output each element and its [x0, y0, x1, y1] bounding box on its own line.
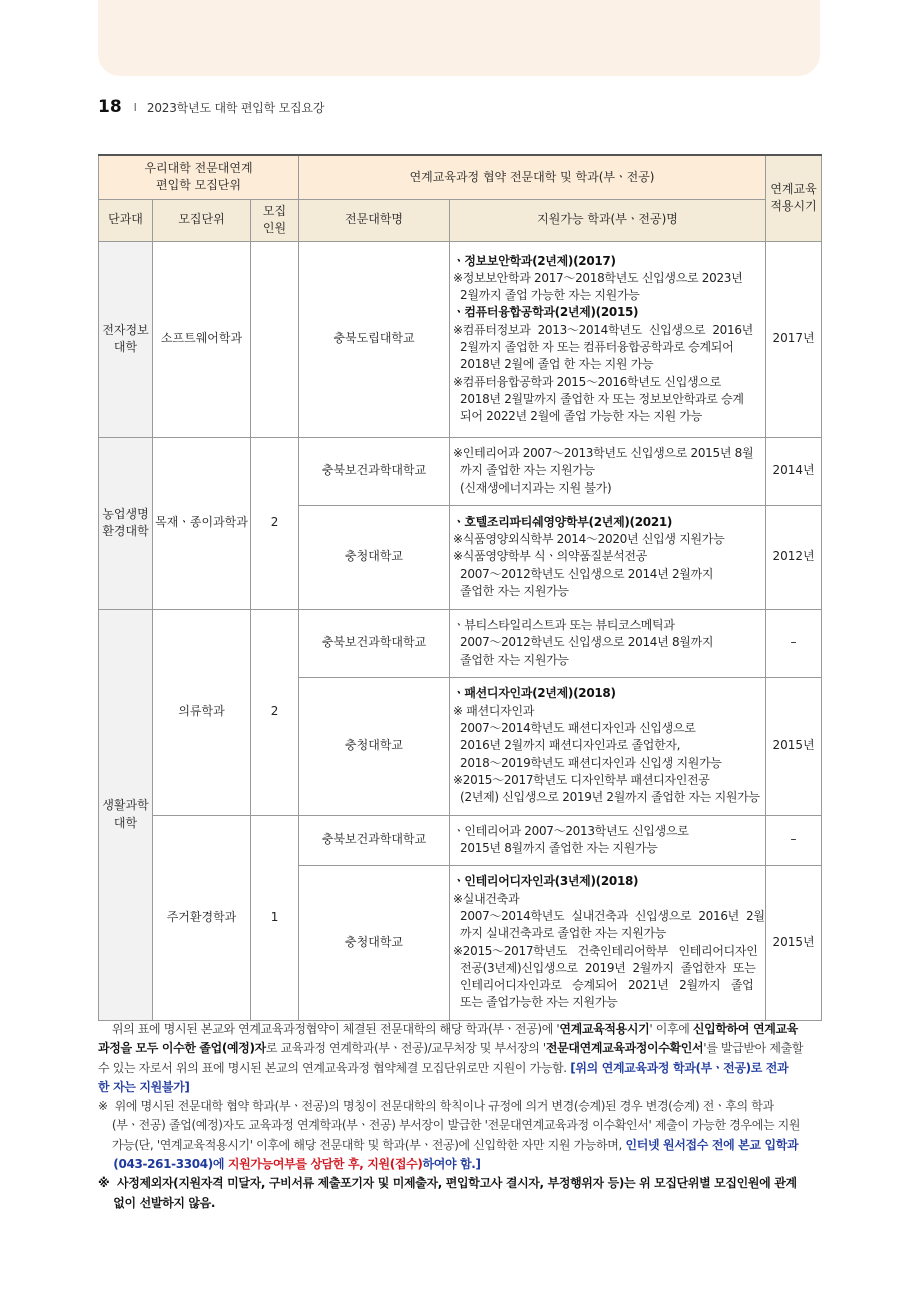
college-name: 농업생명 환경대학 — [102, 506, 149, 538]
detail-line: ㆍ인테리어디자인과(3년제)(2018) — [453, 874, 639, 889]
note-line: ※ 사정제외자(지원자격 미달자, 구비서류 제출포기자 및 미제출자, 편입학고사 결시자, 부정행위자 등)는 위 모집단위별 모집인원에 관계 — [98, 1176, 797, 1191]
detail-line: 되어 2022년 2월에 졸업 가능한 자는 지원 가능 — [453, 409, 703, 424]
header-separator: I — [133, 100, 137, 114]
detail-line: (2년제) 신입생으로 2019년 2월까지 졸업한 자는 지원가능 — [453, 790, 760, 805]
detail-line: 인테리어디자인과로 승계되어 2021년 2월까지 졸업 — [453, 978, 754, 993]
college-cell — [99, 437, 153, 609]
college-cell — [99, 609, 153, 1020]
detail-line: 2007～2012학년도 신입생으로 2014년 2월까지 — [453, 566, 714, 581]
detail-cell — [450, 609, 766, 677]
period-cell: – — [766, 609, 822, 677]
detail-line: ㆍ컴퓨터융합공학과(2년제)(2015) — [453, 305, 639, 320]
period-cell: 2012년 — [766, 505, 822, 609]
table-row — [99, 609, 822, 677]
detail-line: 2018년 2월말까지 졸업한 자 또는 정보보안학과로 승계 — [453, 391, 744, 406]
page-header — [98, 97, 324, 117]
note-text: 가능(단, '연계교육적용시기' 이후에 해당 전문대학 및 학과(부ㆍ전공)에 신입학한 자만 지원 가능하며, — [98, 1137, 626, 1152]
note-line — [98, 1020, 822, 1039]
detail-line: 또는 졸업가능한 자는 지원가능 — [453, 995, 618, 1010]
partner-cell: 충북보건과학대학교 — [299, 437, 450, 505]
header-recruitment-unit — [99, 155, 299, 199]
unit-cell: 의류학과 — [153, 609, 251, 815]
detail-line: 전공(3년제)신입생으로 2019년 2월까지 졸업한자 또는 — [453, 960, 756, 975]
detail-cell — [450, 241, 766, 437]
unit-cell: 주거환경학과 — [153, 815, 251, 1020]
period-cell: – — [766, 815, 822, 865]
header-quota — [251, 199, 299, 241]
detail-line: 2018～2019학년도 패션디자인과 신입생 지원가능 — [453, 755, 722, 770]
quota-cell: 1 — [251, 815, 299, 1020]
college-cell — [99, 241, 153, 437]
note-bold: 연계교육적용시기 — [559, 1022, 650, 1036]
college-name: 생활과학 대학 — [102, 798, 149, 830]
note-line: 없이 선발하지 않음. — [98, 1195, 216, 1210]
unit-cell: 소프트웨어학과 — [153, 241, 251, 437]
detail-cell — [450, 677, 766, 815]
note-line: (부ㆍ전공) 졸업(예정)자도 교육과정 연계학과(부ㆍ전공) 부서장이 발급한 '전문대연계교육과정 이수확인서' 제출이 가능한 경우에는 지원 — [98, 1118, 801, 1133]
partner-cell: 충북도립대학교 — [299, 241, 450, 437]
header-college: 단과대 — [99, 199, 153, 241]
quota-cell: 2 — [251, 609, 299, 815]
note-line — [98, 1059, 822, 1078]
detail-line: 까지 졸업한 자는 지원가능 — [453, 463, 595, 478]
detail-cell — [450, 437, 766, 505]
note-text: 수 있는 자로서 위의 표에 명시된 본교의 연계교육과정 협약체결 모집단위로만 지원이 가능함. — [98, 1060, 571, 1075]
note-text: '를 발급받아 제출할 — [703, 1041, 804, 1056]
note-line — [98, 1078, 822, 1097]
detail-line: ※2015～2017학년도 건축인테리어학부 인테리어디자인 — [453, 943, 758, 958]
detail-line: 2월까지 졸업한 자 또는 컴퓨터융합공학과로 승계되어 — [453, 340, 734, 354]
header-partner-college: 연계교육과정 협약 전문대학 및 학과(부ㆍ전공) — [299, 155, 766, 199]
detail-line: ※정보보안학과 2017～2018학년도 신입생으로 2023년 — [453, 270, 743, 285]
detail-line: ※식품영양학부 식ㆍ의약품질분석전공 — [453, 549, 647, 564]
table-row — [99, 241, 822, 437]
detail-cell — [450, 505, 766, 609]
detail-line: ㆍ호텔조리파티쉐영양학부(2년제)(2021) — [453, 514, 673, 529]
header-quota-text: 모집 인원 — [262, 203, 287, 235]
header-period — [766, 155, 822, 241]
note-text: 로 교육과정 연계학과(부ㆍ전공)/교무처장 및 부서장의 ' — [265, 1041, 546, 1056]
note-highlight: 하여야 함.] — [422, 1157, 481, 1172]
period-cell: 2015년 — [766, 865, 822, 1020]
note-highlight: 인터넷 원서접수 전에 본교 입학과 — [625, 1137, 799, 1152]
detail-line: 2007～2014학년도 실내건축과 신입생으로 2016년 2월 — [453, 908, 765, 923]
note-bold: 전문대연계교육과정이수확인서 — [545, 1041, 704, 1056]
quota-cell: 2 — [251, 437, 299, 609]
note-line: ※ 위에 명시된 전문대학 협약 학과(부ㆍ전공)의 명칭이 전문대학의 학칙이나 규정에 의거 변경(승계)된 경우 변경(승계) 전ㆍ후의 학과 — [98, 1099, 774, 1114]
period-cell: 2015년 — [766, 677, 822, 815]
partner-cell: 충청대학교 — [299, 865, 450, 1020]
detail-line: (신재생에너지과는 지원 불가) — [453, 480, 612, 495]
note-line — [98, 1039, 822, 1058]
page-number: 18 — [98, 97, 122, 117]
detail-line: 졸업한 자는 지원가능 — [453, 583, 569, 598]
note-text: ' 이후에 — [649, 1022, 693, 1036]
detail-line: ※ 패션디자인과 — [453, 703, 535, 718]
header-department: 지원가능 학과(부ㆍ전공)명 — [450, 199, 766, 241]
partner-cell: 충청대학교 — [299, 505, 450, 609]
detail-line: ※컴퓨터융합공학과 2015～2016학년도 신입생으로 — [453, 374, 721, 389]
table-header-row-2 — [99, 199, 822, 241]
unit-cell: 목재ㆍ종이과학과 — [153, 437, 251, 609]
detail-line: ※실내건축과 — [453, 891, 520, 906]
detail-line: ㆍ패션디자인과(2년제)(2018) — [453, 686, 616, 701]
note-line — [98, 1136, 822, 1155]
header-unit: 모집단위 — [153, 199, 251, 241]
linkage-table — [98, 154, 822, 1021]
partner-cell: 충북보건과학대학교 — [299, 609, 450, 677]
period-cell: 2017년 — [766, 241, 822, 437]
header-recruitment-unit-text: 우리대학 전문대연계 편입학 모집단위 — [144, 160, 253, 193]
note-text: 위의 표에 명시된 본교와 연계교육과정협약이 체결된 전문대학의 해당 학과(부ㆍ전공)에 ' — [98, 1022, 560, 1036]
detail-line: 까지 실내건축과로 졸업한 자는 지원가능 — [453, 926, 667, 941]
college-name: 전자정보 대학 — [102, 322, 149, 354]
detail-line: 2016년 2월까지 패션디자인과로 졸업한자, — [453, 738, 681, 753]
quota-cell — [251, 241, 299, 437]
note-warning: 지원가능여부를 상담한 후, 지원(접수) — [227, 1157, 423, 1172]
period-cell: 2014년 — [766, 437, 822, 505]
detail-line: ※인테리어과 2007～2013학년도 신입생으로 2015년 8월 — [453, 446, 754, 461]
detail-line: ㆍ인테리어과 2007～2013학년도 신입생으로 — [453, 823, 689, 838]
partner-cell: 충북보건과학대학교 — [299, 815, 450, 865]
partner-cell: 충청대학교 — [299, 677, 450, 815]
detail-line: 2007～2012학년도 신입생으로 2014년 8월까지 — [453, 635, 714, 650]
notes-section — [98, 1020, 822, 1213]
detail-line: ㆍ뷰티스타일리스트과 또는 뷰티코스메틱과 — [453, 618, 675, 633]
table-row — [99, 815, 822, 865]
detail-line: 2월까지 졸업 가능한 자는 지원가능 — [453, 288, 640, 303]
detail-line: ※식품영양외식학부 2014～2020년 신입생 지원가능 — [453, 532, 725, 547]
table-row — [99, 437, 822, 505]
detail-line: 2018년 2월에 졸업 한 자는 지원 가능 — [453, 357, 654, 372]
detail-line: ㆍ정보보안학과(2년제)(2017) — [453, 253, 616, 268]
header-period-text: 연계교육 적용시기 — [770, 181, 817, 214]
note-line — [98, 1155, 822, 1174]
document-title: 2023학년도 대학 편입학 모집요강 — [146, 100, 325, 115]
detail-line: 졸업한 자는 지원가능 — [453, 652, 569, 667]
note-bold: 신입학하여 연계교육 — [692, 1022, 798, 1036]
header-partner-name: 전문대학명 — [299, 199, 450, 241]
detail-cell — [450, 865, 766, 1020]
detail-line: ※2015～2017학년도 디자인학부 패션디자인전공 — [453, 772, 710, 787]
detail-line: ※컴퓨터정보과 2013～2014학년도 신입생으로 2016년 — [453, 322, 753, 337]
top-banner — [98, 0, 820, 76]
detail-line: 2007～2014학년도 패션디자인과 신입생으로 — [453, 721, 696, 736]
note-highlight: (043-261-3304)에 — [98, 1157, 228, 1172]
note-bold: 과정을 모두 이수한 졸업(예정)자 — [98, 1041, 266, 1056]
table-header-row-1 — [99, 155, 822, 199]
detail-cell — [450, 815, 766, 865]
detail-line: 2015년 8월까지 졸업한 자는 지원가능 — [453, 841, 658, 855]
note-highlight: 한 자는 지원불가] — [98, 1079, 190, 1094]
note-highlight: [위의 연계교육과정 학과(부ㆍ전공)로 전과 — [570, 1060, 789, 1075]
